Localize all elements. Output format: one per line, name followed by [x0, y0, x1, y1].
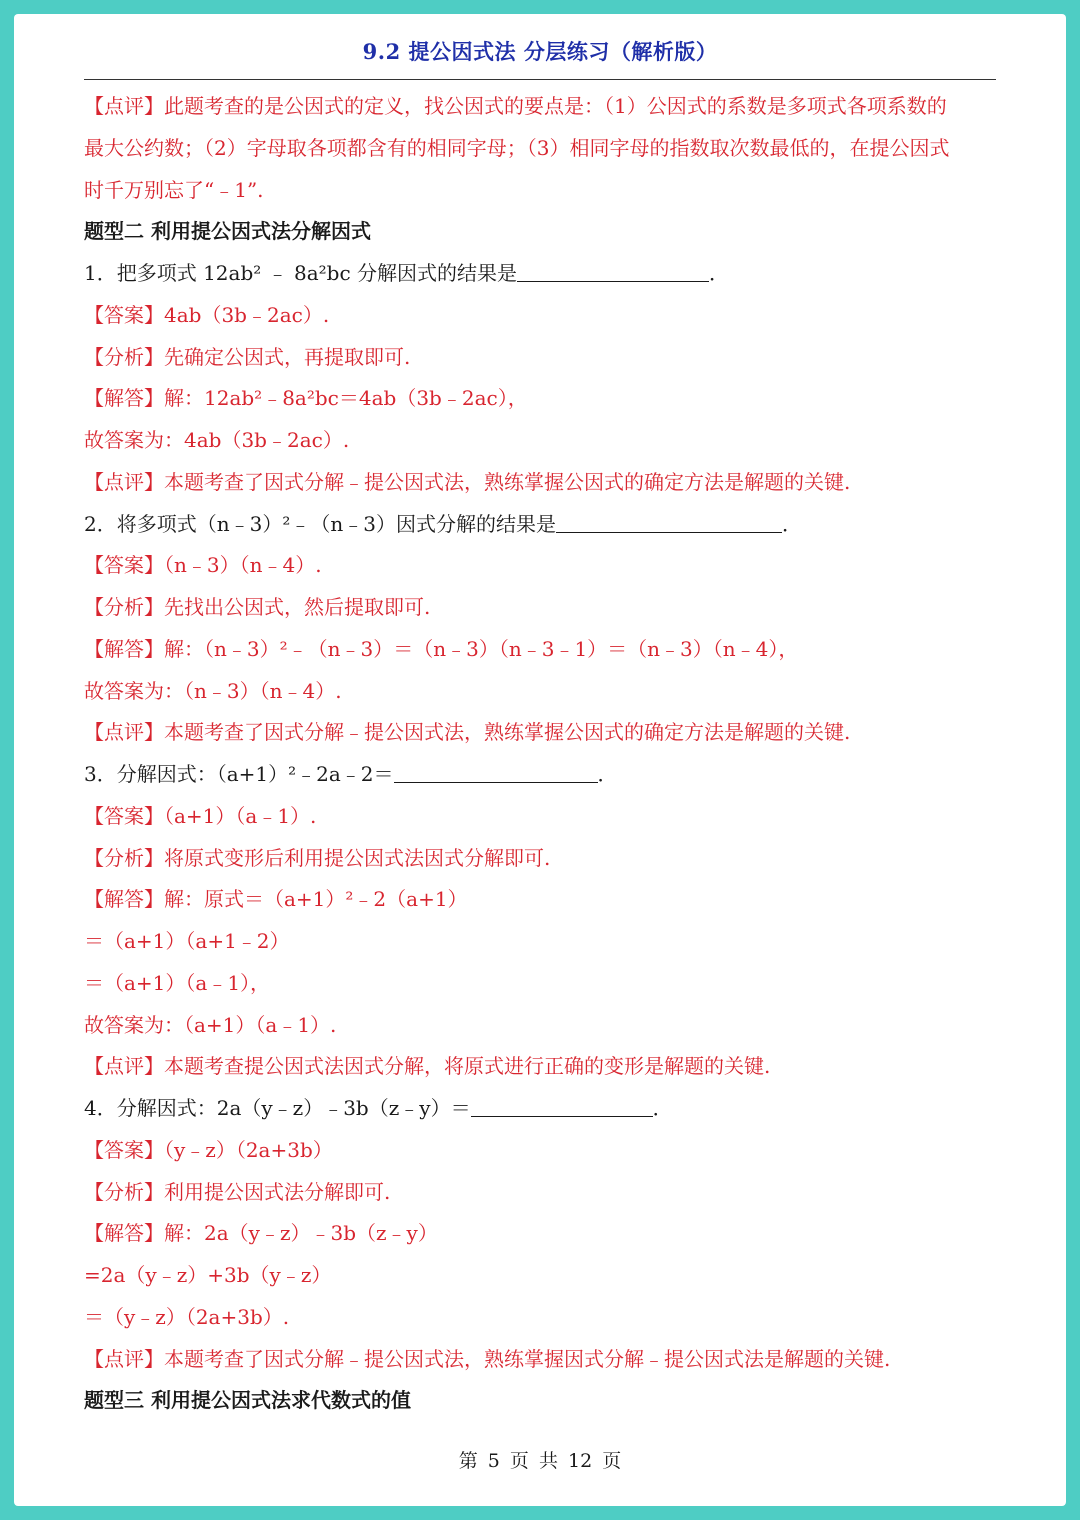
text-line: [84, 134, 1014, 162]
line-text: 3．分解因式：（a+1）²﹣2a﹣2＝: [84, 762, 394, 786]
line-text: 【点评】本题考查了因式分解﹣提公因式法，熟练掌握公因式的确定方法是解题的关键.: [84, 469, 851, 494]
line-text: 【分析】将原式变形后利用提公因式法因式分解即可.: [84, 845, 551, 870]
line-text: 【点评】本题考查了因式分解﹣提公因式法，熟练掌握公因式的确定方法是解题的关键.: [84, 720, 851, 745]
line-text: 题型二 利用提公因式法分解因式: [84, 219, 371, 244]
line-text: 【解答】解：12ab²﹣8a²bc＝4ab（3b﹣2ac），: [84, 386, 528, 411]
line-text: 【分析】先找出公因式，然后提取即可.: [84, 595, 431, 619]
text-line: [84, 510, 1014, 538]
section-heading: [84, 217, 1014, 245]
text-line: [84, 301, 1014, 329]
line-text: 题型三 利用提公因式法求代数式的值: [84, 1388, 411, 1413]
text-line: [84, 92, 1014, 120]
line-text: 故答案为：（a+1）（a﹣1）.: [84, 1012, 337, 1037]
line-text: ＝（a+1）（a+1﹣2）: [84, 929, 290, 953]
text-line: [84, 426, 1014, 454]
text-line: [84, 718, 1014, 746]
text-line: [84, 259, 1014, 287]
text-line: [84, 384, 1014, 412]
text-line: [84, 1094, 1014, 1122]
text-line: [84, 1345, 1014, 1373]
line-end-punct: ．: [652, 1096, 673, 1120]
line-text: 【分析】利用提公因式法分解即可.: [84, 1179, 391, 1204]
line-text: 2．将多项式（n﹣3）²﹣（n﹣3）因式分解的结果是: [84, 511, 556, 536]
answer-blank: [517, 259, 709, 282]
answer-blank: [471, 1094, 653, 1117]
text-line: [84, 802, 1014, 830]
text-line: [84, 844, 1014, 872]
text-line: [84, 969, 1014, 997]
text-line: [84, 927, 1014, 955]
header-divider: [84, 79, 996, 80]
text-line: [84, 1178, 1014, 1206]
text-line: [84, 885, 1014, 913]
text-line: [84, 468, 1014, 496]
text-line: [84, 1136, 1014, 1164]
line-text: 【分析】先确定公因式，再提取即可.: [84, 344, 411, 369]
text-line: [84, 1219, 1014, 1247]
text-line: [84, 176, 1014, 204]
line-text: 最大公约数；（2）字母取各项都含有的相同字母；（3）相同字母的指数取次数最低的，在提公因式: [84, 135, 950, 160]
line-text: 4．分解因式：2a（y﹣z）﹣3b（z﹣y）＝: [84, 1096, 471, 1120]
page-footer: 第 5 页 共 12 页: [458, 1450, 622, 1472]
line-text: 【点评】此题考查的是公因式的定义，找公因式的要点是：（1）公因式的系数是多项式各项系数的: [84, 94, 947, 118]
text-line: [84, 760, 1014, 788]
line-text: =2a（y﹣z）+3b（y﹣z）: [84, 1263, 332, 1287]
document-page: [14, 14, 1066, 1506]
line-end-punct: ．: [781, 511, 802, 536]
line-end-punct: ．: [709, 261, 730, 285]
line-text: 【解答】解：原式＝（a+1）²﹣2（a+1）: [84, 887, 468, 912]
text-line: [84, 1052, 1014, 1080]
line-text: 故答案为：（n﹣3）（n﹣4）.: [84, 678, 342, 703]
line-end-punct: ．: [597, 762, 618, 786]
line-text: 【点评】本题考查了因式分解﹣提公因式法，熟练掌握因式分解﹣提公因式法是解题的关键.: [84, 1346, 891, 1371]
answer-blank: [556, 510, 782, 533]
line-text: 故答案为：4ab（3b﹣2ac）.: [84, 428, 350, 452]
text-line: [84, 677, 1014, 705]
line-text: 时千万别忘了“﹣1”.: [84, 177, 264, 202]
line-text: ＝（a+1）（a﹣1），: [84, 970, 271, 995]
line-text: 【点评】本题考查提公因式法因式分解，将原式进行正确的变形是解题的关键.: [84, 1054, 771, 1079]
line-text: 【解答】解：（n﹣3）²﹣（n﹣3）＝（n﹣3）（n﹣3﹣1）＝（n﹣3）（n﹣4），: [84, 636, 799, 661]
text-line: [84, 593, 1014, 621]
text-line: [84, 635, 1014, 663]
text-line: [84, 551, 1014, 579]
text-line: [84, 343, 1014, 371]
line-text: 【答案】（n﹣3）（n﹣4）.: [84, 553, 322, 578]
line-text: 【答案】（y﹣z）（2a+3b）: [84, 1137, 333, 1162]
page-header-title: 9.2 提公因式法 分层练习（解析版）: [362, 39, 718, 64]
line-text: ＝（y﹣z）（2a+3b）.: [84, 1304, 290, 1329]
line-text: 1．把多项式 12ab² ﹣ 8a²bc 分解因式的结果是: [84, 261, 518, 285]
text-line: [84, 1011, 1014, 1039]
section-heading: [84, 1386, 1014, 1414]
text-line: [84, 1261, 1014, 1289]
answer-blank: [394, 760, 598, 783]
line-text: 【解答】解：2a（y﹣z）﹣3b（z﹣y）: [84, 1221, 438, 1246]
line-text: 【答案】4ab（3b﹣2ac）.: [84, 302, 330, 327]
line-text: 【答案】（a+1）（a﹣1）.: [84, 803, 317, 828]
text-line: [84, 1303, 1014, 1331]
